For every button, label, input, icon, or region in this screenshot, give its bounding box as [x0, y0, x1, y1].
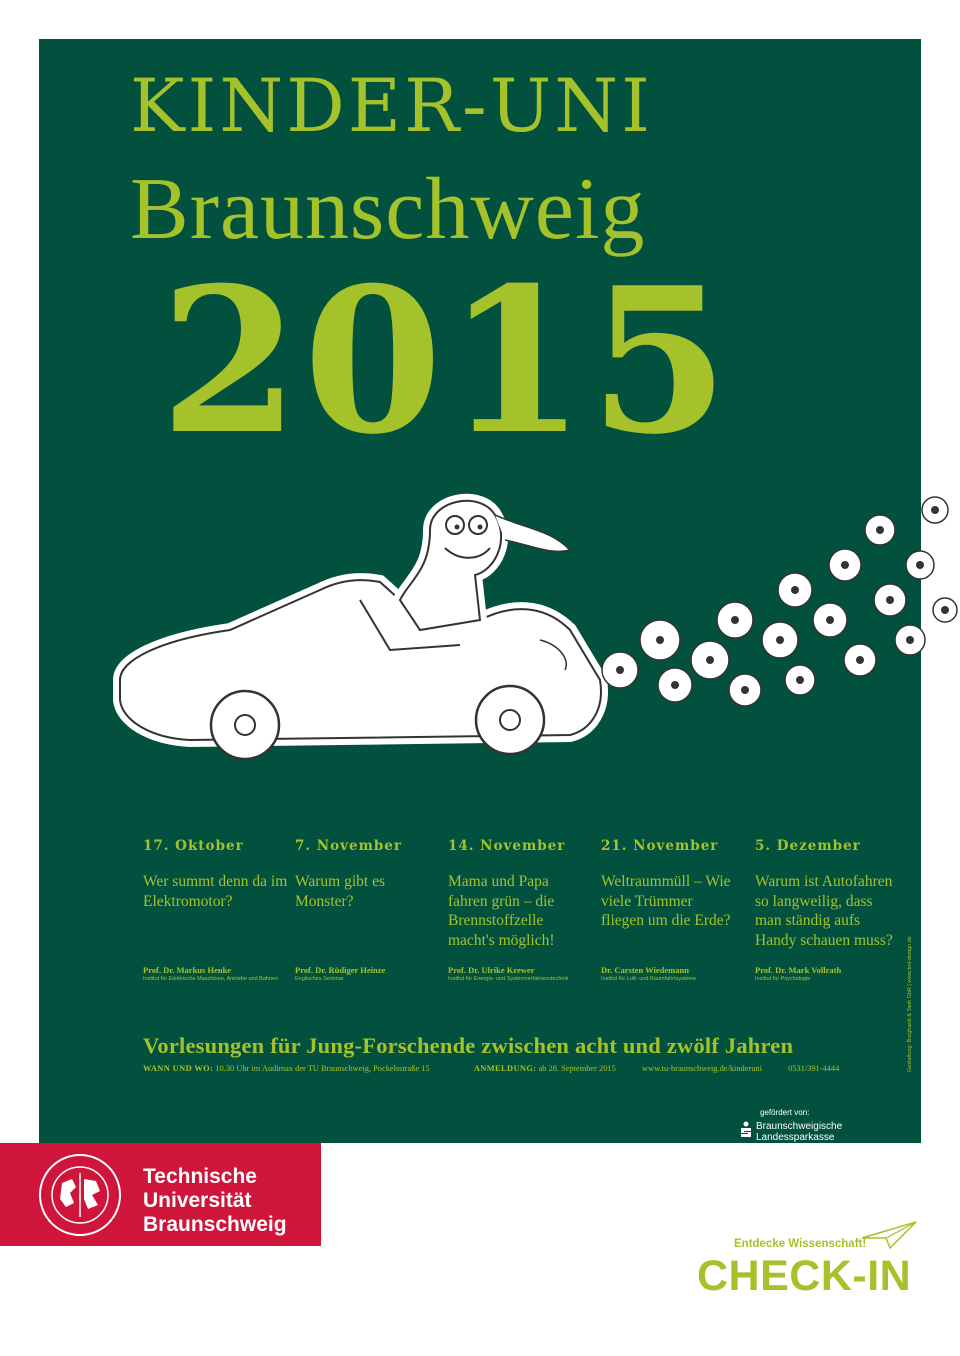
lecture-topic: Warum gibt es Monster? — [295, 873, 386, 910]
university-name — [143, 1165, 287, 1237]
paper-plane-icon — [860, 1218, 920, 1254]
lecture-institute: Institut für Luft- und Raumfahrtsysteme — [601, 976, 697, 982]
lecture-speaker: Prof. Dr. Rüdiger Heinze — [295, 965, 386, 975]
lecture-institute: Institut für Elektrische Maschinen, Antriebe und Bahnen — [143, 976, 279, 982]
when-label: WANN UND WO: — [143, 1064, 214, 1073]
lecture-date: 14. November — [448, 838, 566, 854]
lecture-topic: Weltraummüll – Wie viele Trümmer fliegen um die Erde? — [601, 873, 731, 929]
registration-text: ab 28. September 2015 — [538, 1064, 616, 1073]
university-name-line2: Universität — [143, 1189, 252, 1212]
university-name-line3: Braunschweig — [143, 1213, 287, 1236]
university-name-line1: Technische — [143, 1165, 257, 1188]
phone-number: 0531/391-4444 — [788, 1064, 840, 1073]
registration-label: ANMELDUNG: — [473, 1064, 537, 1073]
sponsor-block — [740, 1108, 890, 1152]
lecture-2 — [295, 838, 443, 982]
lecture-date: 17. Oktober — [143, 838, 244, 854]
lecture-institute: Institut für Energie- und Systemverfahrenstechnik — [448, 976, 569, 982]
lecture-speaker: Prof. Dr. Mark Vollrath — [755, 965, 842, 975]
lecture-speaker: Prof. Dr. Ulrike Krewer — [448, 965, 535, 975]
title-kinder-uni: KINDER-UNI — [130, 64, 653, 149]
lecture-institute: Institut für Psychologie — [755, 976, 811, 982]
title-braunschweig: Braunschweig — [130, 161, 646, 258]
lecture-topic: Mama und Papa fahren grün – die Brennstoffzelle macht's möglich! — [448, 873, 555, 949]
info-line — [143, 1064, 853, 1073]
lecture-institute: Englisches Seminar — [295, 976, 344, 982]
lecture-speaker: Prof. Dr. Markus Henke — [143, 965, 232, 975]
checkin-wordmark: CHECK-IN — [697, 1252, 912, 1300]
car-illustration — [100, 470, 960, 790]
lecture-speaker: Dr. Carsten Wiedemann — [601, 965, 689, 975]
sponsor-name-2: Landessparkasse — [756, 1132, 835, 1143]
website-link[interactable]: www.tu-braunschweig.de/kinderuni — [641, 1064, 762, 1073]
when-text: 10.30 Uhr im Audimax der TU Braunschweig, Pockelsstraße 15 — [215, 1064, 430, 1073]
lecture-4 — [601, 838, 749, 982]
sparkasse-logo-icon — [740, 1121, 752, 1137]
university-seal-icon — [30, 1153, 130, 1237]
subtitle: Vorlesungen für Jung-Forschende zwischen acht und zwölf Jahren — [143, 1033, 794, 1058]
checkin-logo — [690, 1200, 930, 1310]
title-year: 2015 — [160, 244, 733, 479]
sponsor-label: gefördert von: — [760, 1108, 810, 1117]
checkin-tagline: Entdecke Wissenschaft! — [734, 1238, 867, 1250]
lecture-topic: Wer summt denn da im Elektromotor? — [143, 873, 288, 910]
lecture-date: 7. November — [295, 838, 402, 854]
university-logo — [0, 1143, 321, 1246]
lecture-topic: Warum ist Autofahren so langweilig, dass man ständig aufs Handy schauen muss? — [755, 873, 893, 949]
lecture-1 — [143, 838, 291, 982]
sponsor-subline: Ein Unternehmen der NORD/LB — [760, 1146, 839, 1152]
lecture-3 — [448, 838, 596, 982]
sponsor-name-1: Braunschweigische — [756, 1121, 843, 1132]
lecture-date: 21. November — [601, 838, 719, 854]
design-credit: Gestaltung: Burghardt & Tank GbR | www.bnt-design.de — [907, 936, 913, 1072]
lecture-5 — [755, 838, 903, 982]
lecture-date: 5. Dezember — [755, 838, 861, 854]
